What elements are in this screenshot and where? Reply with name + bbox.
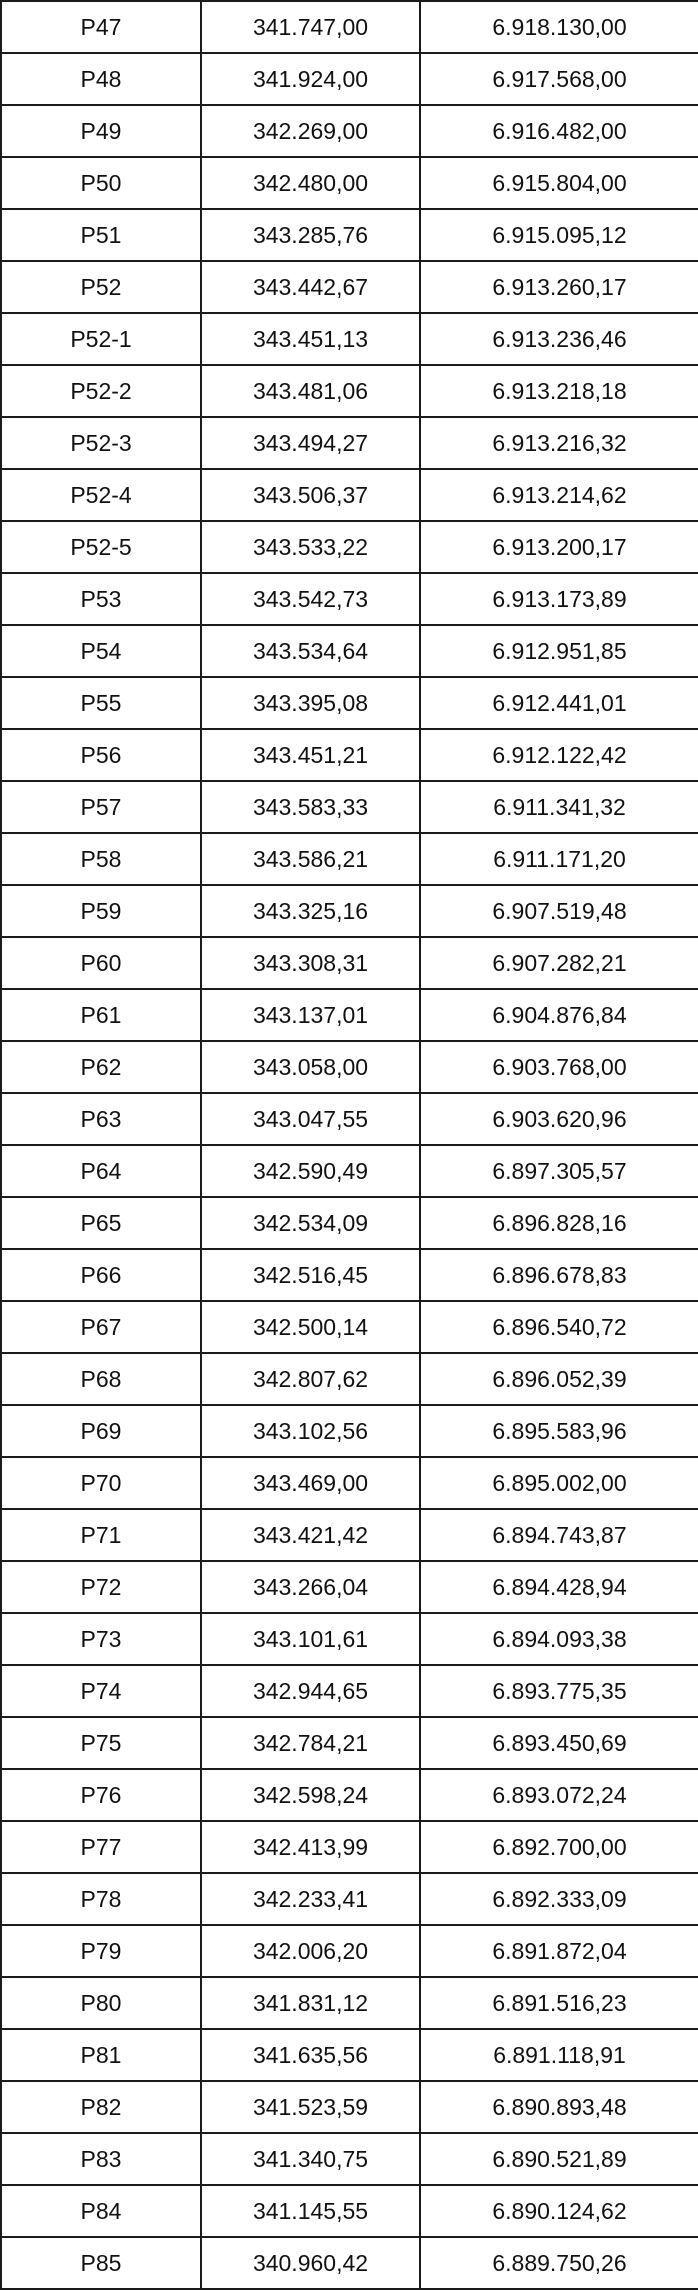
point-id-cell: P75: [1, 1717, 201, 1769]
point-id-cell: P65: [1, 1197, 201, 1249]
northing-cell: 6.912.441,01: [420, 677, 698, 729]
table-row: [1, 2029, 698, 2081]
point-id-cell: P81: [1, 2029, 201, 2081]
northing-cell: 6.903.768,00: [420, 1041, 698, 1093]
table-row: [1, 1145, 698, 1197]
point-id-cell: P52-3: [1, 417, 201, 469]
table-row: [1, 365, 698, 417]
table-row: [1, 2185, 698, 2237]
northing-cell: 6.913.214,62: [420, 469, 698, 521]
easting-cell: 341.747,00: [201, 1, 420, 53]
easting-cell: 342.500,14: [201, 1301, 420, 1353]
northing-cell: 6.894.428,94: [420, 1561, 698, 1613]
point-id-cell: P72: [1, 1561, 201, 1613]
table-row: [1, 1, 698, 53]
point-id-cell: P84: [1, 2185, 201, 2237]
northing-cell: 6.891.516,23: [420, 1977, 698, 2029]
northing-cell: 6.896.540,72: [420, 1301, 698, 1353]
point-id-cell: P63: [1, 1093, 201, 1145]
table-row: [1, 2133, 698, 2185]
northing-cell: 6.892.333,09: [420, 1873, 698, 1925]
easting-cell: 341.145,55: [201, 2185, 420, 2237]
easting-cell: 343.451,13: [201, 313, 420, 365]
easting-cell: 342.944,65: [201, 1665, 420, 1717]
point-id-cell: P60: [1, 937, 201, 989]
point-id-cell: P50: [1, 157, 201, 209]
easting-cell: 343.533,22: [201, 521, 420, 573]
northing-cell: 6.913.236,46: [420, 313, 698, 365]
point-id-cell: P47: [1, 1, 201, 53]
northing-cell: 6.891.118,91: [420, 2029, 698, 2081]
point-id-cell: P52-2: [1, 365, 201, 417]
point-id-cell: P77: [1, 1821, 201, 1873]
northing-cell: 6.912.951,85: [420, 625, 698, 677]
easting-cell: 343.442,67: [201, 261, 420, 313]
northing-cell: 6.911.171,20: [420, 833, 698, 885]
point-id-cell: P62: [1, 1041, 201, 1093]
easting-cell: 343.542,73: [201, 573, 420, 625]
easting-cell: 343.058,00: [201, 1041, 420, 1093]
northing-cell: 6.913.218,18: [420, 365, 698, 417]
easting-cell: 343.047,55: [201, 1093, 420, 1145]
point-id-cell: P52-5: [1, 521, 201, 573]
northing-cell: 6.893.072,24: [420, 1769, 698, 1821]
northing-cell: 6.918.130,00: [420, 1, 698, 53]
table-row: [1, 313, 698, 365]
point-id-cell: P82: [1, 2081, 201, 2133]
northing-cell: 6.912.122,42: [420, 729, 698, 781]
easting-cell: 343.266,04: [201, 1561, 420, 1613]
table-row: [1, 885, 698, 937]
easting-cell: 343.451,21: [201, 729, 420, 781]
point-id-cell: P52: [1, 261, 201, 313]
easting-cell: 343.583,33: [201, 781, 420, 833]
point-id-cell: P73: [1, 1613, 201, 1665]
northing-cell: 6.896.052,39: [420, 1353, 698, 1405]
easting-cell: 342.534,09: [201, 1197, 420, 1249]
easting-cell: 341.635,56: [201, 2029, 420, 2081]
table-row: [1, 1717, 698, 1769]
table-row: [1, 781, 698, 833]
northing-cell: 6.890.893,48: [420, 2081, 698, 2133]
table-row: [1, 729, 698, 781]
table-row: [1, 1925, 698, 1977]
point-id-cell: P85: [1, 2237, 201, 2289]
table-row: [1, 157, 698, 209]
northing-cell: 6.895.002,00: [420, 1457, 698, 1509]
northing-cell: 6.904.876,84: [420, 989, 698, 1041]
point-id-cell: P54: [1, 625, 201, 677]
point-id-cell: P55: [1, 677, 201, 729]
easting-cell: 343.395,08: [201, 677, 420, 729]
table-row: [1, 833, 698, 885]
table-row: [1, 1249, 698, 1301]
easting-cell: 342.413,99: [201, 1821, 420, 1873]
table-row: [1, 1093, 698, 1145]
northing-cell: 6.903.620,96: [420, 1093, 698, 1145]
point-id-cell: P74: [1, 1665, 201, 1717]
point-id-cell: P49: [1, 105, 201, 157]
table-row: [1, 521, 698, 573]
northing-cell: 6.913.216,32: [420, 417, 698, 469]
table-row: [1, 1041, 698, 1093]
easting-cell: 342.784,21: [201, 1717, 420, 1769]
northing-cell: 6.894.093,38: [420, 1613, 698, 1665]
table-row: [1, 1509, 698, 1561]
northing-cell: 6.915.095,12: [420, 209, 698, 261]
point-id-cell: P58: [1, 833, 201, 885]
point-id-cell: P83: [1, 2133, 201, 2185]
table-row: [1, 1301, 698, 1353]
easting-cell: 342.480,00: [201, 157, 420, 209]
table-row: [1, 2237, 698, 2289]
easting-cell: 342.006,20: [201, 1925, 420, 1977]
easting-cell: 343.325,16: [201, 885, 420, 937]
point-id-cell: P48: [1, 53, 201, 105]
table-row: [1, 1561, 698, 1613]
easting-cell: 343.308,31: [201, 937, 420, 989]
point-id-cell: P64: [1, 1145, 201, 1197]
table-row: [1, 261, 698, 313]
point-id-cell: P67: [1, 1301, 201, 1353]
northing-cell: 6.897.305,57: [420, 1145, 698, 1197]
point-id-cell: P70: [1, 1457, 201, 1509]
point-id-cell: P53: [1, 573, 201, 625]
easting-cell: 341.831,12: [201, 1977, 420, 2029]
point-id-cell: P52-4: [1, 469, 201, 521]
northing-cell: 6.889.750,26: [420, 2237, 698, 2289]
table-row: [1, 1769, 698, 1821]
easting-cell: 340.960,42: [201, 2237, 420, 2289]
northing-cell: 6.913.200,17: [420, 521, 698, 573]
point-id-cell: P79: [1, 1925, 201, 1977]
easting-cell: 343.101,61: [201, 1613, 420, 1665]
northing-cell: 6.916.482,00: [420, 105, 698, 157]
northing-cell: 6.907.519,48: [420, 885, 698, 937]
point-id-cell: P78: [1, 1873, 201, 1925]
point-id-cell: P59: [1, 885, 201, 937]
northing-cell: 6.894.743,87: [420, 1509, 698, 1561]
table-row: [1, 209, 698, 261]
point-id-cell: P71: [1, 1509, 201, 1561]
point-id-cell: P56: [1, 729, 201, 781]
easting-cell: 342.807,62: [201, 1353, 420, 1405]
northing-cell: 6.893.775,35: [420, 1665, 698, 1717]
easting-cell: 341.340,75: [201, 2133, 420, 2185]
point-id-cell: P57: [1, 781, 201, 833]
table-row: [1, 1457, 698, 1509]
easting-cell: 343.534,64: [201, 625, 420, 677]
northing-cell: 6.913.260,17: [420, 261, 698, 313]
easting-cell: 343.285,76: [201, 209, 420, 261]
point-id-cell: P69: [1, 1405, 201, 1457]
table-row: [1, 1873, 698, 1925]
easting-cell: 342.269,00: [201, 105, 420, 157]
table-row: [1, 1353, 698, 1405]
table-row: [1, 989, 698, 1041]
easting-cell: 342.590,49: [201, 1145, 420, 1197]
easting-cell: 342.516,45: [201, 1249, 420, 1301]
point-id-cell: P66: [1, 1249, 201, 1301]
easting-cell: 343.421,42: [201, 1509, 420, 1561]
easting-cell: 342.233,41: [201, 1873, 420, 1925]
northing-cell: 6.890.124,62: [420, 2185, 698, 2237]
table-row: [1, 1613, 698, 1665]
northing-cell: 6.915.804,00: [420, 157, 698, 209]
easting-cell: 343.506,37: [201, 469, 420, 521]
easting-cell: 343.102,56: [201, 1405, 420, 1457]
northing-cell: 6.895.583,96: [420, 1405, 698, 1457]
easting-cell: 342.598,24: [201, 1769, 420, 1821]
northing-cell: 6.896.828,16: [420, 1197, 698, 1249]
easting-cell: 343.494,27: [201, 417, 420, 469]
point-id-cell: P76: [1, 1769, 201, 1821]
northing-cell: 6.917.568,00: [420, 53, 698, 105]
easting-cell: 343.469,00: [201, 1457, 420, 1509]
table-row: [1, 573, 698, 625]
table-row: [1, 677, 698, 729]
table-row: [1, 1977, 698, 2029]
easting-cell: 343.481,06: [201, 365, 420, 417]
table-row: [1, 625, 698, 677]
point-id-cell: P61: [1, 989, 201, 1041]
northing-cell: 6.892.700,00: [420, 1821, 698, 1873]
coordinates-table-body: [1, 1, 698, 2289]
easting-cell: 341.924,00: [201, 53, 420, 105]
point-id-cell: P51: [1, 209, 201, 261]
table-row: [1, 469, 698, 521]
northing-cell: 6.907.282,21: [420, 937, 698, 989]
easting-cell: 343.137,01: [201, 989, 420, 1041]
easting-cell: 341.523,59: [201, 2081, 420, 2133]
point-id-cell: P80: [1, 1977, 201, 2029]
northing-cell: 6.896.678,83: [420, 1249, 698, 1301]
northing-cell: 6.893.450,69: [420, 1717, 698, 1769]
table-row: [1, 1665, 698, 1717]
point-id-cell: P68: [1, 1353, 201, 1405]
table-row: [1, 417, 698, 469]
table-row: [1, 937, 698, 989]
easting-cell: 343.586,21: [201, 833, 420, 885]
table-row: [1, 2081, 698, 2133]
table-row: [1, 105, 698, 157]
point-id-cell: P52-1: [1, 313, 201, 365]
table-row: [1, 1197, 698, 1249]
northing-cell: 6.911.341,32: [420, 781, 698, 833]
northing-cell: 6.891.872,04: [420, 1925, 698, 1977]
northing-cell: 6.913.173,89: [420, 573, 698, 625]
table-row: [1, 1405, 698, 1457]
table-row: [1, 1821, 698, 1873]
northing-cell: 6.890.521,89: [420, 2133, 698, 2185]
table-row: [1, 53, 698, 105]
